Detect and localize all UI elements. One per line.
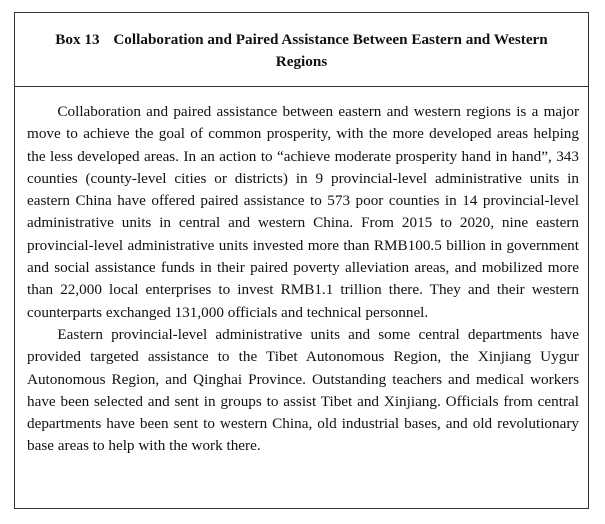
body-paragraph-1: Collaboration and paired assistance between eastern and western regions is a major move to achieve the goal of common prosperity, with the more developed areas helping the less developed areas. In an action to “achieve moderate prosperity hand in hand”, 343 counties (county-level cities or districts) in 9 provincial-level administrative units in eastern China have offered paired assistance to 573 poor counties in 14 provincial-level administrative units in central and western China. From 2015 to 2020, nine eastern provincial-level administrative units invested more than RMB100.5 billion in government and social assistance funds in their paired poverty alleviation areas, and mobilized more than 22,000 local enterprises to invest RMB1.1 trillion there. They and their western counterparts exchanged 131,000 officials and technical personnel. [27, 103, 579, 321]
box-body [15, 87, 588, 458]
text-box [14, 12, 589, 509]
box-title: Collaboration and Paired Assistance Between Eastern and Western Regions [113, 31, 548, 70]
box-label: Box 13 [55, 31, 100, 48]
box-header [15, 13, 588, 87]
body-paragraph-2: Eastern provincial-level administrative units and some central departments have provided targeted assistance to the Tibet Autonomous Region, the Xinjiang Uygur Autonomous Region, and Qinghai Province. Outstanding teachers and medical workers have been selected and sent in groups to assist Tibet and Xinjiang. Officials from central departments have been sent to western China, old industrial bases, and old revolutionary base areas to help with the work there. [27, 325, 579, 455]
